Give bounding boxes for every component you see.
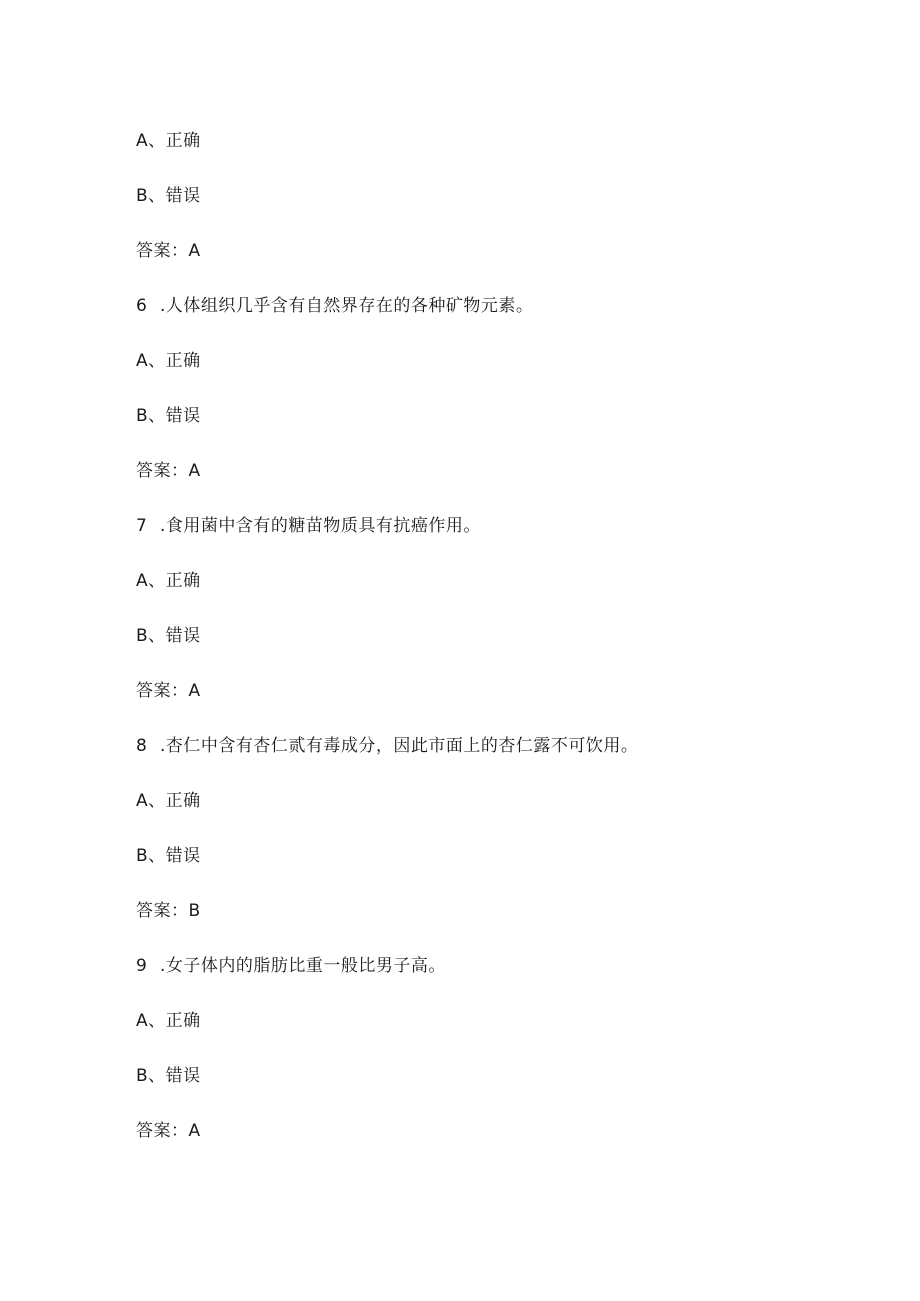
answer-q9: 答案：A: [136, 1121, 201, 1141]
option-b-q7: B、错误: [136, 626, 201, 646]
option-a-q8: A、正确: [136, 791, 201, 811]
option-a-q7: A、正确: [136, 571, 201, 591]
question-text: .杏仁中含有杏仁贰有毒成分，因此市面上的杏仁露不可饮用。: [160, 736, 639, 756]
option-b-q8: B、错误: [136, 846, 201, 866]
option-a-q6: A、正确: [136, 351, 201, 371]
question-7: [136, 515, 481, 537]
question-number: 8: [136, 736, 148, 756]
option-a-q9: A、正确: [136, 1011, 201, 1031]
option-a-q5: A、正确: [136, 131, 201, 151]
option-b-q6: B、错误: [136, 406, 201, 426]
question-number: 6: [136, 296, 148, 316]
question-text: .食用菌中含有的糖苗物质具有抗癌作用。: [160, 516, 481, 536]
question-6: [136, 295, 533, 317]
answer-q5: 答案：A: [136, 241, 201, 261]
question-text: .女子体内的脂肪比重一般比男子高。: [160, 956, 446, 976]
question-number: 9: [136, 956, 148, 976]
answer-q8: 答案：B: [136, 901, 201, 921]
question-8: [136, 735, 638, 757]
question-number: 7: [136, 516, 148, 536]
question-9: [136, 955, 446, 977]
option-b-q9: B、错误: [136, 1066, 201, 1086]
option-b-q5: B、错误: [136, 186, 201, 206]
answer-q7: 答案：A: [136, 681, 201, 701]
question-text: .人体组织几乎含有自然界存在的各种矿物元素。: [160, 296, 534, 316]
answer-q6: 答案：A: [136, 461, 201, 481]
